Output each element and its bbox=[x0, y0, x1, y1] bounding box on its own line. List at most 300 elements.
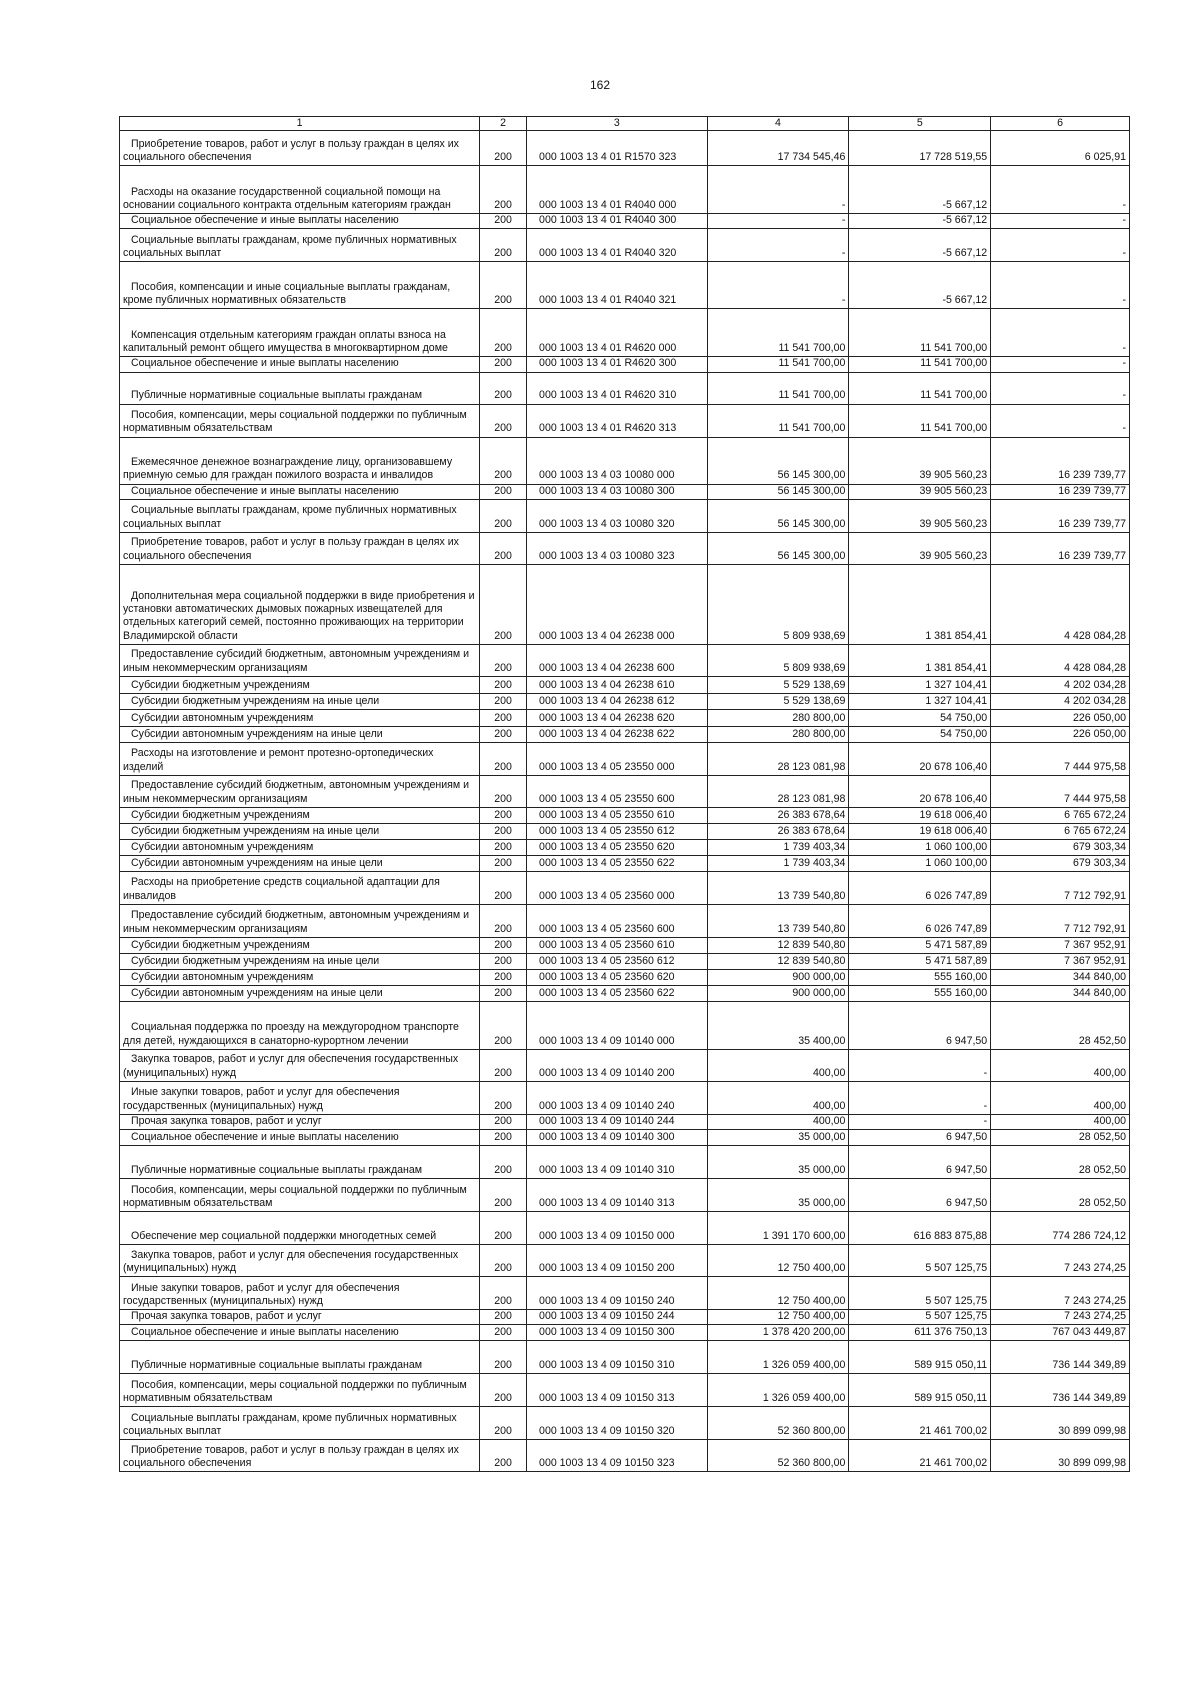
row-unexecuted-amount-cell: 400,00 bbox=[991, 1049, 1130, 1081]
row-executed-amount-cell: 20 678 106,40 bbox=[849, 742, 991, 775]
row-line-code-cell: 200 bbox=[480, 372, 527, 404]
row-line-code-cell: 200 bbox=[480, 1179, 527, 1212]
row-line-code-cell: 200 bbox=[480, 1081, 527, 1114]
row-line-code-cell: 200 bbox=[480, 437, 527, 484]
row-name-cell bbox=[120, 532, 480, 564]
column-header-6: 6 bbox=[991, 117, 1130, 131]
row-line-code-cell: 200 bbox=[480, 1212, 527, 1245]
row-executed-amount-cell: 5 507 125,75 bbox=[849, 1245, 991, 1277]
row-line-code-cell: 200 bbox=[480, 532, 527, 564]
row-classification-code-cell: 000 1003 13 4 09 10150 310 bbox=[527, 1341, 708, 1374]
table-row bbox=[120, 855, 1130, 871]
row-approved-amount-cell: 11 541 700,00 bbox=[707, 357, 849, 372]
table-row bbox=[120, 644, 1130, 676]
row-line-code-cell: 200 bbox=[480, 564, 527, 644]
table-row bbox=[120, 1325, 1130, 1341]
row-classification-code-cell: 000 1003 13 4 09 10140 310 bbox=[527, 1146, 708, 1179]
row-approved-amount-cell: 35 000,00 bbox=[707, 1179, 849, 1212]
row-unexecuted-amount-cell: 344 840,00 bbox=[991, 985, 1130, 1001]
table-row bbox=[120, 676, 1130, 693]
row-executed-amount-cell: 1 327 104,41 bbox=[849, 676, 991, 693]
row-approved-amount-cell: 12 750 400,00 bbox=[707, 1245, 849, 1277]
row-name-cell bbox=[120, 564, 480, 644]
row-name-text: Закупка товаров, работ и услуг для обеспечения государственных (муниципальных) нужд bbox=[123, 1053, 459, 1079]
row-approved-amount-cell: - bbox=[707, 166, 849, 214]
row-unexecuted-amount-cell: 16 239 739,77 bbox=[991, 484, 1130, 499]
row-approved-amount-cell: 900 000,00 bbox=[707, 985, 849, 1001]
column-header-4: 4 bbox=[707, 117, 849, 131]
row-executed-amount-cell: 1 060 100,00 bbox=[849, 855, 991, 871]
row-name-cell bbox=[120, 1179, 480, 1212]
row-name-text: Предоставление субсидий бюджетным, автономным учреждениям и иным некоммерческим организациям bbox=[123, 909, 470, 935]
column-number-row bbox=[120, 117, 1130, 131]
row-line-code-cell: 200 bbox=[480, 953, 527, 969]
row-name-cell bbox=[120, 1001, 480, 1049]
row-executed-amount-cell: 39 905 560,23 bbox=[849, 499, 991, 532]
table-row bbox=[120, 262, 1130, 309]
row-line-code-cell: 200 bbox=[480, 676, 527, 693]
table-row bbox=[120, 1001, 1130, 1049]
row-name-text: Приобретение товаров, работ и услуг в пользу граждан в целях их социального обеспечения bbox=[123, 137, 459, 163]
row-name-text: Субсидии бюджетным учреждениям bbox=[131, 938, 310, 951]
row-executed-amount-cell: 11 541 700,00 bbox=[849, 372, 991, 404]
row-line-code-cell: 200 bbox=[480, 1440, 527, 1472]
row-line-code-cell: 200 bbox=[480, 985, 527, 1001]
row-unexecuted-amount-cell: 16 239 739,77 bbox=[991, 437, 1130, 484]
row-name-cell bbox=[120, 1130, 480, 1146]
row-classification-code-cell: 000 1003 13 4 01 R4620 310 bbox=[527, 372, 708, 404]
table-row bbox=[120, 404, 1130, 437]
row-approved-amount-cell: 11 541 700,00 bbox=[707, 372, 849, 404]
row-executed-amount-cell: 1 060 100,00 bbox=[849, 839, 991, 855]
row-line-code-cell: 200 bbox=[480, 262, 527, 309]
row-name-cell bbox=[120, 807, 480, 823]
row-unexecuted-amount-cell: - bbox=[991, 229, 1130, 262]
table-row bbox=[120, 357, 1130, 372]
row-name-cell bbox=[120, 985, 480, 1001]
row-name-cell bbox=[120, 1407, 480, 1440]
table-row bbox=[120, 985, 1130, 1001]
table-row bbox=[120, 1146, 1130, 1179]
row-name-text: Расходы на оказание государственной социальной помощи на основании социального контракта отдельным категориям граждан bbox=[123, 185, 451, 211]
column-header-5: 5 bbox=[849, 117, 991, 131]
row-name-cell bbox=[120, 357, 480, 372]
row-name-cell bbox=[120, 904, 480, 937]
table-row bbox=[120, 1130, 1130, 1146]
row-executed-amount-cell: 6 947,50 bbox=[849, 1179, 991, 1212]
row-unexecuted-amount-cell: - bbox=[991, 309, 1130, 357]
row-executed-amount-cell: 19 618 006,40 bbox=[849, 807, 991, 823]
row-unexecuted-amount-cell: 30 899 099,98 bbox=[991, 1440, 1130, 1472]
row-line-code-cell: 200 bbox=[480, 1245, 527, 1277]
row-name-text: Социальные выплаты гражданам, кроме публичных нормативных социальных выплат bbox=[123, 504, 457, 530]
row-executed-amount-cell: 1 381 854,41 bbox=[849, 644, 991, 676]
column-header-3: 3 bbox=[527, 117, 708, 131]
row-classification-code-cell: 000 1003 13 4 03 10080 323 bbox=[527, 532, 708, 564]
row-classification-code-cell: 000 1003 13 4 03 10080 300 bbox=[527, 484, 708, 499]
row-name-cell bbox=[120, 372, 480, 404]
table-row bbox=[120, 726, 1130, 742]
row-classification-code-cell: 000 1003 13 4 04 26238 000 bbox=[527, 564, 708, 644]
row-line-code-cell: 200 bbox=[480, 807, 527, 823]
row-approved-amount-cell: 52 360 800,00 bbox=[707, 1407, 849, 1440]
row-name-text: Иные закупки товаров, работ и услуг для обеспечения государственных (муниципальных) нужд bbox=[123, 1281, 400, 1307]
row-executed-amount-cell: 54 750,00 bbox=[849, 709, 991, 726]
row-approved-amount-cell: 52 360 800,00 bbox=[707, 1440, 849, 1472]
row-unexecuted-amount-cell: 7 444 975,58 bbox=[991, 775, 1130, 807]
row-unexecuted-amount-cell: 4 428 084,28 bbox=[991, 564, 1130, 644]
row-executed-amount-cell: 39 905 560,23 bbox=[849, 484, 991, 499]
row-unexecuted-amount-cell: 767 043 449,87 bbox=[991, 1325, 1130, 1341]
row-classification-code-cell: 000 1003 13 4 04 26238 610 bbox=[527, 676, 708, 693]
row-unexecuted-amount-cell: 7 444 975,58 bbox=[991, 742, 1130, 775]
row-classification-code-cell: 000 1003 13 4 05 23560 612 bbox=[527, 953, 708, 969]
row-name-cell bbox=[120, 437, 480, 484]
row-line-code-cell: 200 bbox=[480, 871, 527, 904]
row-executed-amount-cell: 21 461 700,02 bbox=[849, 1440, 991, 1472]
row-line-code-cell: 200 bbox=[480, 742, 527, 775]
row-name-cell bbox=[120, 262, 480, 309]
row-line-code-cell: 200 bbox=[480, 1341, 527, 1374]
row-classification-code-cell: 000 1003 13 4 05 23550 600 bbox=[527, 775, 708, 807]
row-classification-code-cell: 000 1003 13 4 09 10140 200 bbox=[527, 1049, 708, 1081]
row-executed-amount-cell: 6 947,50 bbox=[849, 1130, 991, 1146]
row-line-code-cell: 200 bbox=[480, 904, 527, 937]
row-approved-amount-cell: 5 529 138,69 bbox=[707, 676, 849, 693]
row-executed-amount-cell: 5 507 125,75 bbox=[849, 1277, 991, 1310]
row-approved-amount-cell: 12 839 540,80 bbox=[707, 937, 849, 953]
table-row bbox=[120, 1081, 1130, 1114]
row-unexecuted-amount-cell: 6 765 672,24 bbox=[991, 807, 1130, 823]
row-approved-amount-cell: 56 145 300,00 bbox=[707, 532, 849, 564]
row-approved-amount-cell: 17 734 545,46 bbox=[707, 131, 849, 166]
row-unexecuted-amount-cell: 30 899 099,98 bbox=[991, 1407, 1130, 1440]
row-executed-amount-cell: 555 160,00 bbox=[849, 985, 991, 1001]
row-name-cell bbox=[120, 953, 480, 969]
row-name-text: Социальная поддержка по проезду на междугородном транспорте для детей, нуждающихся в санаторно-курортном лечении bbox=[123, 1021, 459, 1047]
row-name-cell bbox=[120, 937, 480, 953]
row-unexecuted-amount-cell: 736 144 349,89 bbox=[991, 1374, 1130, 1407]
row-approved-amount-cell: - bbox=[707, 262, 849, 309]
row-executed-amount-cell: 611 376 750,13 bbox=[849, 1325, 991, 1341]
row-line-code-cell: 200 bbox=[480, 166, 527, 214]
row-name-text: Публичные нормативные социальные выплаты гражданам bbox=[131, 1359, 423, 1372]
row-executed-amount-cell: 39 905 560,23 bbox=[849, 437, 991, 484]
row-line-code-cell: 200 bbox=[480, 709, 527, 726]
row-name-text: Предоставление субсидий бюджетным, автономным учреждениям и иным некоммерческим организациям bbox=[123, 779, 470, 805]
row-approved-amount-cell: - bbox=[707, 214, 849, 229]
row-name-cell bbox=[120, 969, 480, 985]
row-approved-amount-cell: 280 800,00 bbox=[707, 709, 849, 726]
row-name-text: Субсидии автономным учреждениям bbox=[131, 970, 314, 983]
row-line-code-cell: 200 bbox=[480, 726, 527, 742]
row-name-cell bbox=[120, 1310, 480, 1325]
row-executed-amount-cell: 6 026 747,89 bbox=[849, 871, 991, 904]
row-name-cell bbox=[120, 214, 480, 229]
row-name-text: Публичные нормативные социальные выплаты гражданам bbox=[131, 1163, 423, 1176]
row-approved-amount-cell: 1 326 059 400,00 bbox=[707, 1341, 849, 1374]
row-name-text: Закупка товаров, работ и услуг для обеспечения государственных (муниципальных) нужд bbox=[123, 1248, 459, 1274]
row-name-cell bbox=[120, 1146, 480, 1179]
row-approved-amount-cell: 13 739 540,80 bbox=[707, 871, 849, 904]
row-line-code-cell: 200 bbox=[480, 309, 527, 357]
row-executed-amount-cell: 11 541 700,00 bbox=[849, 404, 991, 437]
row-approved-amount-cell: 5 529 138,69 bbox=[707, 693, 849, 709]
row-executed-amount-cell: 589 915 050,11 bbox=[849, 1374, 991, 1407]
row-name-text: Прочая закупка товаров, работ и услуг bbox=[131, 1310, 322, 1323]
row-unexecuted-amount-cell: 679 303,34 bbox=[991, 839, 1130, 855]
row-name-text: Предоставление субсидий бюджетным, автономным учреждениям и иным некоммерческим организациям bbox=[123, 648, 470, 674]
row-line-code-cell: 200 bbox=[480, 1325, 527, 1341]
row-name-cell bbox=[120, 644, 480, 676]
row-approved-amount-cell: 5 809 938,69 bbox=[707, 564, 849, 644]
row-name-cell bbox=[120, 131, 480, 166]
row-executed-amount-cell: -5 667,12 bbox=[849, 166, 991, 214]
row-classification-code-cell: 000 1003 13 4 03 10080 000 bbox=[527, 437, 708, 484]
table-row bbox=[120, 437, 1130, 484]
row-name-cell bbox=[120, 709, 480, 726]
row-name-cell bbox=[120, 839, 480, 855]
row-classification-code-cell: 000 1003 13 4 09 10150 300 bbox=[527, 1325, 708, 1341]
row-classification-code-cell: 000 1003 13 4 09 10140 300 bbox=[527, 1130, 708, 1146]
row-name-text: Субсидии бюджетным учреждениям на иные цели bbox=[131, 824, 380, 837]
row-approved-amount-cell: 26 383 678,64 bbox=[707, 823, 849, 839]
row-classification-code-cell: 000 1003 13 4 05 23550 610 bbox=[527, 807, 708, 823]
row-line-code-cell: 200 bbox=[480, 1130, 527, 1146]
row-approved-amount-cell: 26 383 678,64 bbox=[707, 807, 849, 823]
row-line-code-cell: 200 bbox=[480, 823, 527, 839]
row-classification-code-cell: 000 1003 13 4 05 23560 000 bbox=[527, 871, 708, 904]
row-name-text: Пособия, компенсации, меры социальной поддержки по публичным нормативным обязательствам bbox=[123, 1378, 467, 1405]
row-approved-amount-cell: 13 739 540,80 bbox=[707, 904, 849, 937]
row-line-code-cell: 200 bbox=[480, 404, 527, 437]
row-unexecuted-amount-cell: 226 050,00 bbox=[991, 709, 1130, 726]
table-row bbox=[120, 1374, 1130, 1407]
row-executed-amount-cell: 6 947,50 bbox=[849, 1001, 991, 1049]
row-name-text: Пособия, компенсации, меры социальной поддержки по публичным нормативным обязательствам bbox=[123, 409, 467, 435]
row-name-text: Субсидии бюджетным учреждениям на иные цели bbox=[131, 954, 380, 967]
row-line-code-cell: 200 bbox=[480, 839, 527, 855]
row-unexecuted-amount-cell: 16 239 739,77 bbox=[991, 532, 1130, 564]
table-row bbox=[120, 839, 1130, 855]
row-executed-amount-cell: - bbox=[849, 1114, 991, 1129]
row-classification-code-cell: 000 1003 13 4 09 10150 240 bbox=[527, 1277, 708, 1310]
row-executed-amount-cell: 1 327 104,41 bbox=[849, 693, 991, 709]
row-approved-amount-cell: 56 145 300,00 bbox=[707, 499, 849, 532]
row-executed-amount-cell: 21 461 700,02 bbox=[849, 1407, 991, 1440]
row-name-text: Социальное обеспечение и иные выплаты населению bbox=[131, 357, 399, 370]
row-name-cell bbox=[120, 742, 480, 775]
row-name-text: Компенсация отдельным категориям граждан оплаты взноса на капитальный ремонт общего имущества в многоквартирном доме bbox=[123, 329, 448, 355]
row-unexecuted-amount-cell: 28 052,50 bbox=[991, 1130, 1130, 1146]
row-name-cell bbox=[120, 1049, 480, 1081]
row-line-code-cell: 200 bbox=[480, 969, 527, 985]
row-approved-amount-cell: 1 326 059 400,00 bbox=[707, 1374, 849, 1407]
row-classification-code-cell: 000 1003 13 4 09 10140 240 bbox=[527, 1081, 708, 1114]
row-name-cell bbox=[120, 1212, 480, 1245]
row-executed-amount-cell: - bbox=[849, 1049, 991, 1081]
row-line-code-cell: 200 bbox=[480, 1374, 527, 1407]
row-classification-code-cell: 000 1003 13 4 05 23550 612 bbox=[527, 823, 708, 839]
row-executed-amount-cell: 17 728 519,55 bbox=[849, 131, 991, 166]
row-name-text: Расходы на изготовление и ремонт протезно-ортопедических изделий bbox=[123, 747, 434, 773]
row-name-cell bbox=[120, 676, 480, 693]
row-name-text: Приобретение товаров, работ и услуг в пользу граждан в целях их социального обеспечения bbox=[123, 1443, 459, 1470]
row-unexecuted-amount-cell: 7 243 274,25 bbox=[991, 1310, 1130, 1325]
row-name-cell bbox=[120, 1341, 480, 1374]
row-name-text: Субсидии автономным учреждениям bbox=[131, 711, 314, 724]
table-row bbox=[120, 693, 1130, 709]
row-executed-amount-cell: 6 947,50 bbox=[849, 1146, 991, 1179]
row-approved-amount-cell: 1 391 170 600,00 bbox=[707, 1212, 849, 1245]
table-row bbox=[120, 1212, 1130, 1245]
row-classification-code-cell: 000 1003 13 4 01 R4040 321 bbox=[527, 262, 708, 309]
row-classification-code-cell: 000 1003 13 4 01 R4620 313 bbox=[527, 404, 708, 437]
row-classification-code-cell: 000 1003 13 4 09 10140 244 bbox=[527, 1114, 708, 1129]
table-row bbox=[120, 484, 1130, 499]
row-classification-code-cell: 000 1003 13 4 09 10150 244 bbox=[527, 1310, 708, 1325]
row-line-code-cell: 200 bbox=[480, 499, 527, 532]
row-executed-amount-cell: 19 618 006,40 bbox=[849, 823, 991, 839]
table-row bbox=[120, 1179, 1130, 1212]
row-unexecuted-amount-cell: 344 840,00 bbox=[991, 969, 1130, 985]
row-approved-amount-cell: 12 750 400,00 bbox=[707, 1310, 849, 1325]
row-line-code-cell: 200 bbox=[480, 131, 527, 166]
row-line-code-cell: 200 bbox=[480, 1049, 527, 1081]
row-approved-amount-cell: - bbox=[707, 229, 849, 262]
row-line-code-cell: 200 bbox=[480, 1114, 527, 1129]
row-unexecuted-amount-cell: - bbox=[991, 166, 1130, 214]
row-unexecuted-amount-cell: 16 239 739,77 bbox=[991, 499, 1130, 532]
row-name-text: Социальное обеспечение и иные выплаты населению bbox=[131, 214, 399, 227]
row-approved-amount-cell: 35 000,00 bbox=[707, 1146, 849, 1179]
row-name-cell bbox=[120, 1277, 480, 1310]
row-unexecuted-amount-cell: 7 243 274,25 bbox=[991, 1245, 1130, 1277]
row-executed-amount-cell: 616 883 875,88 bbox=[849, 1212, 991, 1245]
table-row bbox=[120, 131, 1130, 166]
row-classification-code-cell: 000 1003 13 4 05 23560 610 bbox=[527, 937, 708, 953]
table-row bbox=[120, 969, 1130, 985]
row-executed-amount-cell: 589 915 050,11 bbox=[849, 1341, 991, 1374]
row-unexecuted-amount-cell: 4 428 084,28 bbox=[991, 644, 1130, 676]
row-approved-amount-cell: 12 839 540,80 bbox=[707, 953, 849, 969]
row-executed-amount-cell: 5 507 125,75 bbox=[849, 1310, 991, 1325]
row-line-code-cell: 200 bbox=[480, 214, 527, 229]
table-row bbox=[120, 564, 1130, 644]
row-name-text: Приобретение товаров, работ и услуг в пользу граждан в целях их социального обеспечения bbox=[123, 536, 459, 562]
row-unexecuted-amount-cell: - bbox=[991, 357, 1130, 372]
row-classification-code-cell: 000 1003 13 4 04 26238 620 bbox=[527, 709, 708, 726]
row-name-cell bbox=[120, 1440, 480, 1472]
row-name-cell bbox=[120, 1374, 480, 1407]
row-name-text: Публичные нормативные социальные выплаты гражданам bbox=[131, 389, 423, 402]
row-unexecuted-amount-cell: 679 303,34 bbox=[991, 855, 1130, 871]
row-line-code-cell: 200 bbox=[480, 229, 527, 262]
table-row bbox=[120, 499, 1130, 532]
row-unexecuted-amount-cell: 400,00 bbox=[991, 1114, 1130, 1129]
row-name-text: Социальные выплаты гражданам, кроме публичных нормативных социальных выплат bbox=[123, 1411, 457, 1438]
row-classification-code-cell: 000 1003 13 4 05 23550 000 bbox=[527, 742, 708, 775]
row-name-text: Социальное обеспечение и иные выплаты населению bbox=[131, 484, 399, 497]
row-approved-amount-cell: 5 809 938,69 bbox=[707, 644, 849, 676]
row-approved-amount-cell: 400,00 bbox=[707, 1114, 849, 1129]
row-executed-amount-cell: 5 471 587,89 bbox=[849, 953, 991, 969]
row-unexecuted-amount-cell: - bbox=[991, 262, 1130, 309]
row-executed-amount-cell: 39 905 560,23 bbox=[849, 532, 991, 564]
row-line-code-cell: 200 bbox=[480, 1001, 527, 1049]
row-classification-code-cell: 000 1003 13 4 04 26238 622 bbox=[527, 726, 708, 742]
column-header-2: 2 bbox=[480, 117, 527, 131]
row-unexecuted-amount-cell: 6 025,91 bbox=[991, 131, 1130, 166]
table-row bbox=[120, 823, 1130, 839]
table-row bbox=[120, 904, 1130, 937]
row-executed-amount-cell: 555 160,00 bbox=[849, 969, 991, 985]
table-row bbox=[120, 1407, 1130, 1440]
row-classification-code-cell: 000 1003 13 4 09 10150 200 bbox=[527, 1245, 708, 1277]
row-unexecuted-amount-cell: 7 712 792,91 bbox=[991, 871, 1130, 904]
row-name-cell bbox=[120, 775, 480, 807]
page-number: 162 bbox=[589, 78, 611, 92]
row-executed-amount-cell: 54 750,00 bbox=[849, 726, 991, 742]
row-approved-amount-cell: 35 000,00 bbox=[707, 1130, 849, 1146]
row-name-text: Обеспечение мер социальной поддержки многодетных семей bbox=[131, 1229, 437, 1242]
row-classification-code-cell: 000 1003 13 4 04 26238 600 bbox=[527, 644, 708, 676]
row-name-cell bbox=[120, 871, 480, 904]
row-name-cell bbox=[120, 1325, 480, 1341]
row-unexecuted-amount-cell: 774 286 724,12 bbox=[991, 1212, 1130, 1245]
row-unexecuted-amount-cell: 6 765 672,24 bbox=[991, 823, 1130, 839]
table-row bbox=[120, 807, 1130, 823]
table-row bbox=[120, 1310, 1130, 1325]
row-name-cell bbox=[120, 693, 480, 709]
row-approved-amount-cell: 1 739 403,34 bbox=[707, 839, 849, 855]
row-name-text: Социальное обеспечение и иные выплаты населению bbox=[131, 1130, 399, 1143]
row-executed-amount-cell: 5 471 587,89 bbox=[849, 937, 991, 953]
row-name-cell bbox=[120, 499, 480, 532]
row-name-text: Пособия, компенсации, меры социальной поддержки по публичным нормативным обязательствам bbox=[123, 1183, 467, 1209]
row-classification-code-cell: 000 1003 13 4 05 23560 622 bbox=[527, 985, 708, 1001]
row-unexecuted-amount-cell: 4 202 034,28 bbox=[991, 676, 1130, 693]
row-line-code-cell: 200 bbox=[480, 693, 527, 709]
row-unexecuted-amount-cell: 736 144 349,89 bbox=[991, 1341, 1130, 1374]
table-row bbox=[120, 309, 1130, 357]
table-row bbox=[120, 372, 1130, 404]
row-name-cell bbox=[120, 1245, 480, 1277]
row-name-cell bbox=[120, 1114, 480, 1129]
row-unexecuted-amount-cell: 28 452,50 bbox=[991, 1001, 1130, 1049]
table-row bbox=[120, 166, 1130, 214]
table-row bbox=[120, 532, 1130, 564]
row-approved-amount-cell: 35 400,00 bbox=[707, 1001, 849, 1049]
row-name-text: Субсидии бюджетным учреждениям bbox=[131, 808, 310, 821]
row-executed-amount-cell: 1 381 854,41 bbox=[849, 564, 991, 644]
row-classification-code-cell: 000 1003 13 4 04 26238 612 bbox=[527, 693, 708, 709]
row-unexecuted-amount-cell: 28 052,50 bbox=[991, 1146, 1130, 1179]
table-row bbox=[120, 742, 1130, 775]
row-approved-amount-cell: 28 123 081,98 bbox=[707, 775, 849, 807]
row-name-text: Расходы на приобретение средств социальной адаптации для инвалидов bbox=[123, 876, 440, 902]
row-classification-code-cell: 000 1003 13 4 01 R4040 320 bbox=[527, 229, 708, 262]
row-classification-code-cell: 000 1003 13 4 09 10150 320 bbox=[527, 1407, 708, 1440]
row-classification-code-cell: 000 1003 13 4 09 10140 313 bbox=[527, 1179, 708, 1212]
row-line-code-cell: 200 bbox=[480, 644, 527, 676]
row-unexecuted-amount-cell: 7 712 792,91 bbox=[991, 904, 1130, 937]
row-unexecuted-amount-cell: 7 367 952,91 bbox=[991, 937, 1130, 953]
row-name-text: Иные закупки товаров, работ и услуг для обеспечения государственных (муниципальных) нужд bbox=[123, 1086, 400, 1112]
row-name-text: Субсидии автономным учреждениям на иные цели bbox=[131, 856, 383, 869]
row-line-code-cell: 200 bbox=[480, 775, 527, 807]
row-classification-code-cell: 000 1003 13 4 05 23550 620 bbox=[527, 839, 708, 855]
